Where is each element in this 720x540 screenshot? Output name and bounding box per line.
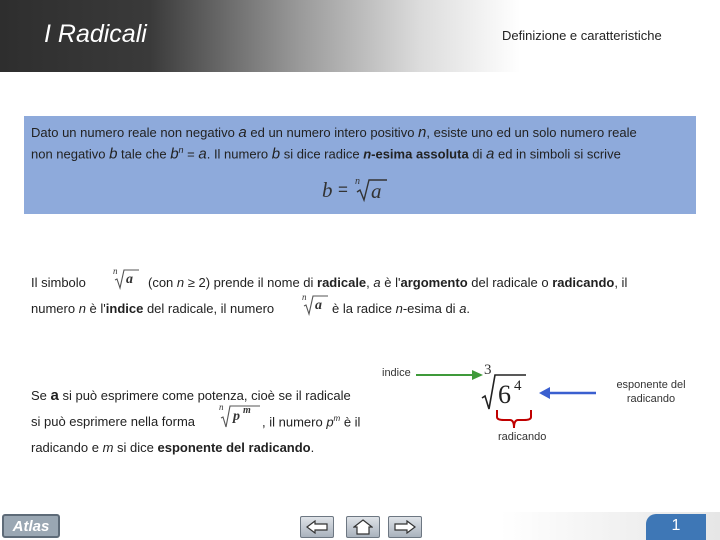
p2-term-esponente: esponente del radicando — [157, 440, 311, 455]
diagram-index-3: 3 — [484, 362, 492, 378]
p2-text: Se — [31, 388, 51, 403]
p1-var-a: a — [459, 301, 467, 316]
p2-text: , il numero — [262, 414, 327, 430]
def-text: si dice radice — [280, 146, 364, 162]
exponent-label-line-2: radicando — [626, 393, 676, 405]
formula-index-n: n — [355, 176, 360, 187]
def-exp-n: n — [178, 145, 184, 155]
p1-line2b — [332, 301, 470, 316]
def-var-b: b — [109, 145, 118, 163]
p1-text: -esima di — [402, 301, 460, 316]
formula-b: b — [322, 178, 333, 202]
p1-text: del radicale, il numero — [143, 301, 275, 316]
radicand-brace-icon — [494, 408, 534, 432]
p1-text: del radicale o — [467, 275, 553, 290]
p1-text: numero — [31, 301, 79, 316]
exponent-arrow-icon — [538, 386, 598, 402]
p2-var-p: p — [326, 414, 334, 430]
p2-var-a: a — [50, 387, 59, 404]
definition-line-2 — [31, 145, 621, 162]
p1-var-n: n — [176, 275, 185, 290]
inline-radicand-a: a — [126, 272, 133, 287]
def-text: di — [468, 146, 487, 162]
def-var-a: a — [486, 145, 495, 163]
p1-text: , il — [614, 275, 628, 290]
inline-base-p: p — [233, 409, 240, 424]
formula-a: a — [371, 179, 382, 203]
diagram-exponent-4: 4 — [514, 378, 522, 394]
p1-text: è l' — [85, 301, 106, 316]
inline-radicand-a: a — [315, 298, 322, 313]
def-var-a: a — [238, 124, 247, 141]
back-button[interactable] — [300, 516, 334, 538]
home-button[interactable] — [346, 516, 380, 538]
p2-text: si dice — [113, 440, 158, 455]
page-title: I Radicali — [44, 20, 147, 48]
p1-term-argomento: argomento — [400, 275, 468, 290]
back-arrow-icon — [306, 520, 328, 534]
definition-line-1 — [31, 124, 637, 141]
inline-index-n: n — [113, 266, 118, 276]
def-text: ed in simboli si scrive — [494, 146, 621, 162]
def-var-n: n — [418, 124, 427, 141]
p2-text: . — [310, 440, 315, 455]
exponent-label — [606, 378, 696, 406]
def-var-b: b — [271, 145, 281, 163]
p2-line1 — [31, 387, 351, 404]
p1-symbol-label: Il simbolo — [31, 275, 86, 290]
p1-term-radicale: radicale — [317, 275, 367, 290]
p1-term-indice: indice — [105, 301, 144, 316]
def-text: , esiste uno ed un solo numero reale — [426, 125, 637, 140]
def-text: Dato un numero reale non negativo — [31, 125, 239, 140]
p2-text: è il — [340, 414, 361, 430]
forward-button[interactable] — [388, 516, 422, 538]
p2-line3 — [31, 440, 314, 455]
def-var-b: b — [170, 145, 179, 163]
formula-equals: = — [338, 180, 348, 199]
def-text: = — [183, 146, 199, 162]
atlas-logo: Atlas — [2, 514, 60, 538]
p1-line2a — [31, 301, 274, 316]
def-var-n: n — [363, 146, 372, 162]
p2-line2a: si può esprimere nella forma — [31, 414, 196, 429]
inline-index-n: n — [302, 292, 307, 302]
index-arrow-icon — [414, 368, 484, 384]
exponent-label-line-1: esponente del — [616, 379, 686, 391]
p1-term-radicando: radicando — [552, 275, 615, 290]
radicand-label: radicando — [498, 431, 547, 443]
home-icon — [353, 519, 373, 535]
forward-arrow-icon — [394, 520, 416, 534]
page-subtitle: Definizione e caratteristiche — [502, 28, 662, 43]
def-text: . Il numero — [206, 146, 272, 162]
p1-line1 — [148, 275, 627, 290]
p1-var-n: n — [78, 301, 86, 316]
main-formula — [318, 176, 388, 206]
p2-text: radicando e — [31, 440, 103, 455]
inline-index-n: n — [219, 402, 224, 412]
inline-exp-m: m — [243, 405, 251, 416]
inline-radical-n-a-2 — [301, 292, 329, 318]
def-var-a: a — [198, 145, 207, 163]
index-label: indice — [382, 367, 411, 379]
inline-radical-n-a — [112, 266, 140, 292]
p2-var-m: m — [333, 414, 341, 423]
def-text: non negativo — [31, 146, 110, 162]
radical-sign-icon — [220, 404, 262, 430]
p1-var-a: a — [373, 275, 381, 290]
p1-text: è l' — [380, 275, 401, 290]
p2-var-m: m — [102, 440, 114, 455]
p1-text: è la radice — [332, 301, 396, 316]
diagram-base-6: 6 — [498, 380, 511, 409]
p1-text: . — [466, 301, 471, 316]
p2-line2b — [262, 414, 360, 429]
p1-text: ≥ 2) prende il nome di — [184, 275, 318, 290]
p1-var-n: n — [395, 301, 403, 316]
def-term-assoluta: -esima assoluta — [371, 146, 469, 162]
def-text: ed un numero intero positivo — [246, 125, 419, 140]
page-number: 1 — [671, 517, 681, 534]
def-text: tale che — [117, 146, 171, 162]
inline-radical-n-pm — [218, 402, 262, 432]
p1-text: (con — [148, 275, 177, 290]
p2-text: si può esprimere come potenza, cioè se il radicale — [58, 388, 351, 403]
p1-text: , — [366, 275, 374, 290]
